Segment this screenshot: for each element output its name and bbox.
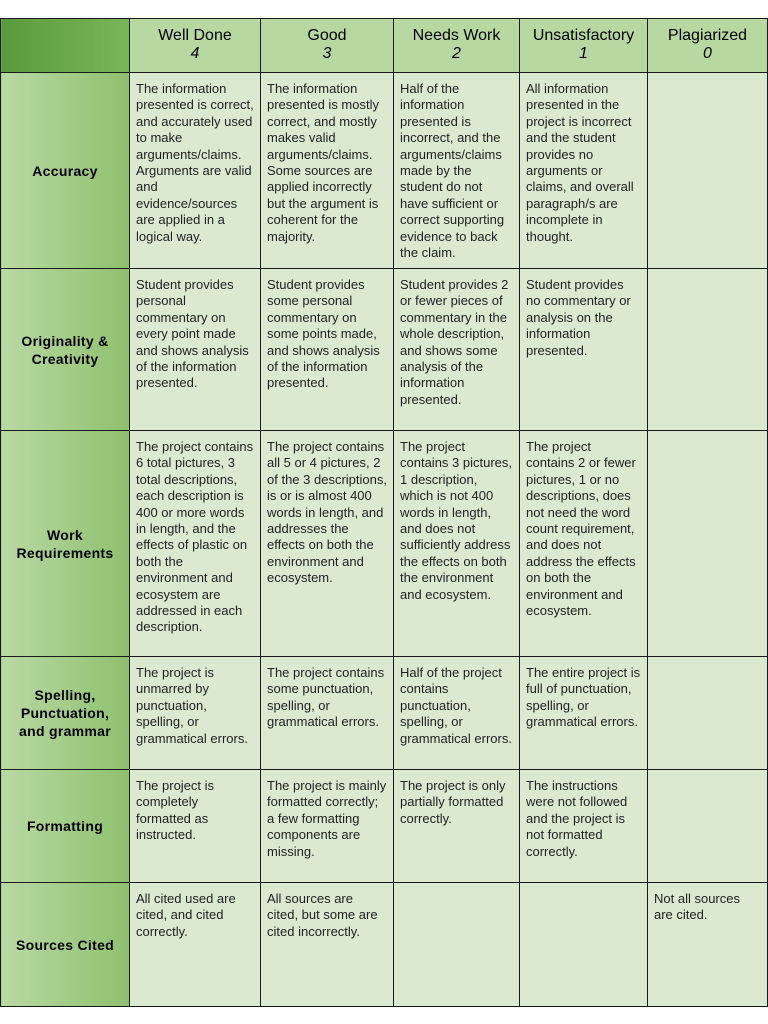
column-header-plagiarized — [648, 19, 768, 73]
row-label: Sources Cited — [1, 883, 130, 1007]
table-cell: Not all sources are cited. — [648, 883, 768, 1007]
table-cell — [394, 883, 520, 1007]
table-cell: Half of the project contains punctuation, spelling, or grammatical errors. — [394, 657, 520, 770]
column-title: Plagiarized — [667, 27, 748, 44]
column-score: 0 — [703, 45, 712, 62]
table-row-formatting — [1, 770, 768, 883]
column-score: 2 — [452, 45, 461, 62]
row-label: Work Requirements — [1, 431, 130, 657]
table-cell: The project is completely formatted as instructed. — [130, 770, 261, 883]
row-label: Formatting — [1, 770, 130, 883]
table-cell — [648, 73, 768, 269]
table-cell: The project is unmarred by punctuation, spelling, or grammatical errors. — [130, 657, 261, 770]
table-row-work-requirements — [1, 431, 768, 657]
table-cell: Student provides personal commentary on every point made and shows analysis of the information presented. — [130, 269, 261, 431]
table-cell: The project contains all 5 or 4 pictures, 2 of the 3 descriptions, is or is almost 400 words in length, and addresses the effects on both the environment and ecosystem. — [261, 431, 394, 657]
column-title: Unsatisfactory — [532, 27, 635, 44]
table-row-spelling — [1, 657, 768, 770]
table-cell — [648, 431, 768, 657]
table-row-originality — [1, 269, 768, 431]
table-cell: Half of the information presented is incorrect, and the arguments/claims made by the student do not have sufficient or correct supporting evidence to back the claim. — [394, 73, 520, 269]
column-header-needs-work — [394, 19, 520, 73]
row-label: Accuracy — [1, 73, 130, 269]
column-header-unsatisfactory — [520, 19, 648, 73]
table-cell — [520, 883, 648, 1007]
row-label: Originality & Creativity — [1, 269, 130, 431]
table-cell: The information presented is mostly correct, and mostly makes valid arguments/claims. Some sources are applied incorrectly but the argument is coherent for the majority. — [261, 73, 394, 269]
table-cell: The project is only partially formatted correctly. — [394, 770, 520, 883]
table-cell: Student provides some personal commentary on some points made, and shows analysis of the information presented. — [261, 269, 394, 431]
table-cell — [648, 269, 768, 431]
column-header-good — [261, 19, 394, 73]
header-row — [1, 19, 768, 73]
corner-cell — [1, 19, 130, 73]
table-cell: The project contains 2 or fewer pictures, 1 or no descriptions, does not need the word count requirement, and does not address the effects on both the environment and ecosystem. — [520, 431, 648, 657]
table-cell: All cited used are cited, and cited correctly. — [130, 883, 261, 1007]
column-header-well-done — [130, 19, 261, 73]
table-cell: The project contains 6 total pictures, 3 total descriptions, each description is 400 or more words in length, and the effects of plastic on both the environment and ecosystem are addressed in each description. — [130, 431, 261, 657]
column-title: Needs Work — [412, 27, 501, 44]
table-cell — [648, 657, 768, 770]
column-score: 4 — [190, 45, 200, 62]
table-cell: The project contains some punctuation, spelling, or grammatical errors. — [261, 657, 394, 770]
table-row-sources-cited — [1, 883, 768, 1007]
table-cell: The project contains 3 pictures, 1 description, which is not 400 words in length, and does not sufficiently address the effects on both the environment and ecosystem. — [394, 431, 520, 657]
table-cell: Student provides no commentary or analysis on the information presented. — [520, 269, 648, 431]
row-label: Spelling, Punctuation, and grammar — [1, 657, 130, 770]
table-cell: All information presented in the project is incorrect and the student provides no arguments or claims, and overall paragraph/s are incomplete in thought. — [520, 73, 648, 269]
table-row-accuracy — [1, 73, 768, 269]
column-score: 3 — [322, 45, 332, 62]
table-cell: The entire project is full of punctuation, spelling, or grammatical errors. — [520, 657, 648, 770]
table-cell: All sources are cited, but some are cited incorrectly. — [261, 883, 394, 1007]
column-title: Well Done — [158, 27, 232, 44]
table-cell: The information presented is correct, and accurately used to make arguments/claims. Arguments are valid and evidence/sources are applied in a logical way. — [130, 73, 261, 269]
rubric-table — [0, 18, 768, 1007]
column-title: Good — [307, 27, 347, 44]
table-cell: Student provides 2 or fewer pieces of commentary in the whole description, and shows some analysis of the information presented. — [394, 269, 520, 431]
table-cell — [648, 770, 768, 883]
table-cell: The project is mainly formatted correctly; a few formatting components are missing. — [261, 770, 394, 883]
table-cell: The instructions were not followed and the project is not formatted correctly. — [520, 770, 648, 883]
column-score: 1 — [579, 45, 588, 62]
